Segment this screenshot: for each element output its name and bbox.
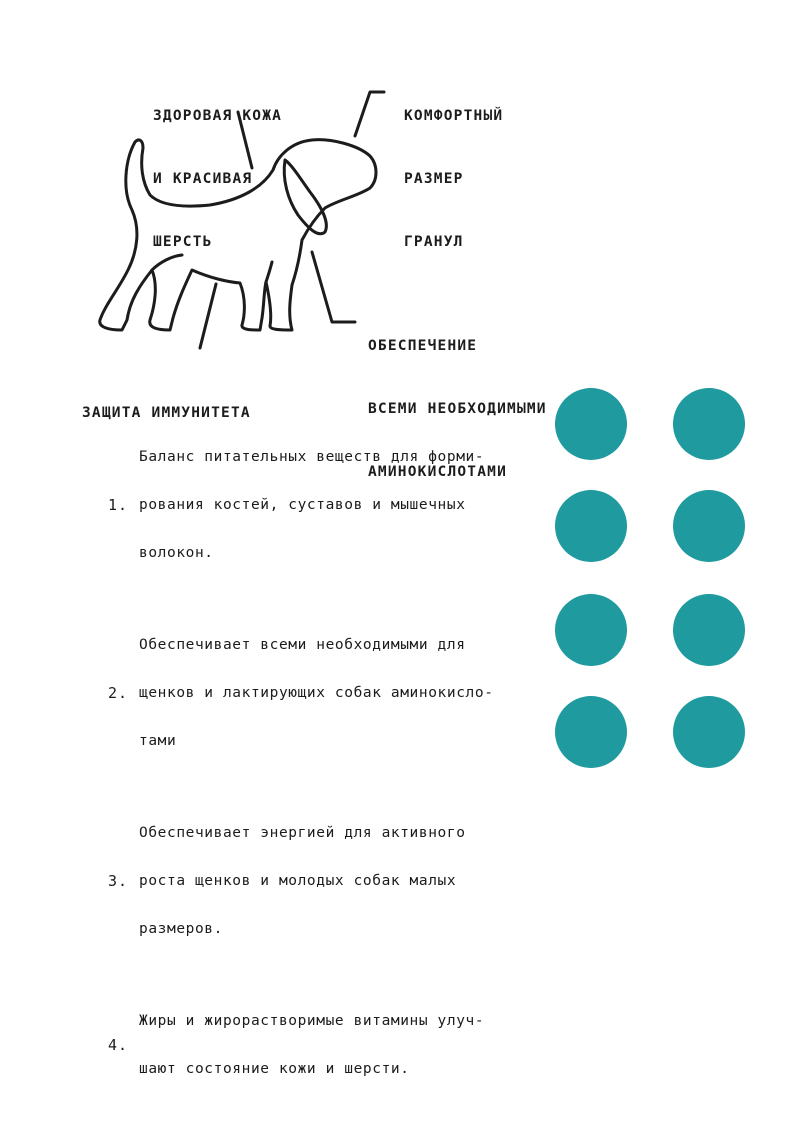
teal-dot — [673, 594, 745, 666]
teal-dot — [555, 696, 627, 768]
text-line: Обеспечивает энергией для активного — [139, 825, 466, 841]
item-number: 4. — [108, 1036, 129, 1054]
list-item — [108, 981, 538, 1109]
text-line: волокон. — [139, 545, 214, 561]
item-text — [139, 793, 538, 969]
callout-line: ЗАЩИТА ИММУНИТЕТА — [82, 405, 251, 421]
text-line: Баланс питательных веществ для форми- — [139, 449, 485, 465]
callout-line: ШЕРСТЬ — [153, 234, 213, 250]
callout-line: ЗДОРОВАЯ КОЖА — [153, 108, 283, 124]
callout-skin-coat — [153, 64, 282, 274]
list-item — [108, 417, 538, 593]
callout-line: КОМФОРТНЫЙ — [404, 108, 504, 124]
item-text — [139, 605, 538, 781]
item-number: 2. — [108, 684, 129, 702]
text-line: тами — [139, 733, 177, 749]
item-number: 1. — [108, 496, 129, 514]
teal-dot — [673, 696, 745, 768]
teal-dot — [555, 594, 627, 666]
callout-line: ГРАНУЛ — [404, 234, 464, 250]
teal-dot — [555, 388, 627, 460]
teal-dot — [673, 490, 745, 562]
text-line: рования костей, суставов и мышечных — [139, 497, 466, 513]
callout-line: РАЗМЕР — [404, 171, 464, 187]
teal-dot — [673, 388, 745, 460]
callout-line: ВСЕМИ НЕОБХОДИМЫМИ — [368, 401, 547, 417]
benefits-list — [108, 417, 538, 1121]
teal-dot — [555, 490, 627, 562]
text-line: Жиры и жирорастворимые витамины улуч- — [139, 1013, 485, 1029]
callout-line: И КРАСИВАЯ — [153, 171, 253, 187]
text-line: щенков и лактирующих собак аминокисло- — [139, 685, 494, 701]
text-line: шают состояние кожи и шерсти. — [139, 1061, 410, 1077]
list-item — [108, 605, 538, 781]
list-item — [108, 793, 538, 969]
callout-line: ОБЕСПЕЧЕНИЕ — [368, 338, 478, 354]
item-text — [139, 417, 538, 593]
item-number: 3. — [108, 872, 129, 890]
callout-kibble-size — [404, 64, 503, 274]
callout-line: АМИНОКИСЛОТАМИ — [368, 464, 508, 480]
decorative-dots — [555, 388, 745, 798]
text-line: роста щенков и молодых собак малых — [139, 873, 457, 889]
text-line: размеров. — [139, 921, 223, 937]
text-line: Обеспечивает всеми необходимыми для — [139, 637, 466, 653]
item-text — [139, 981, 538, 1109]
